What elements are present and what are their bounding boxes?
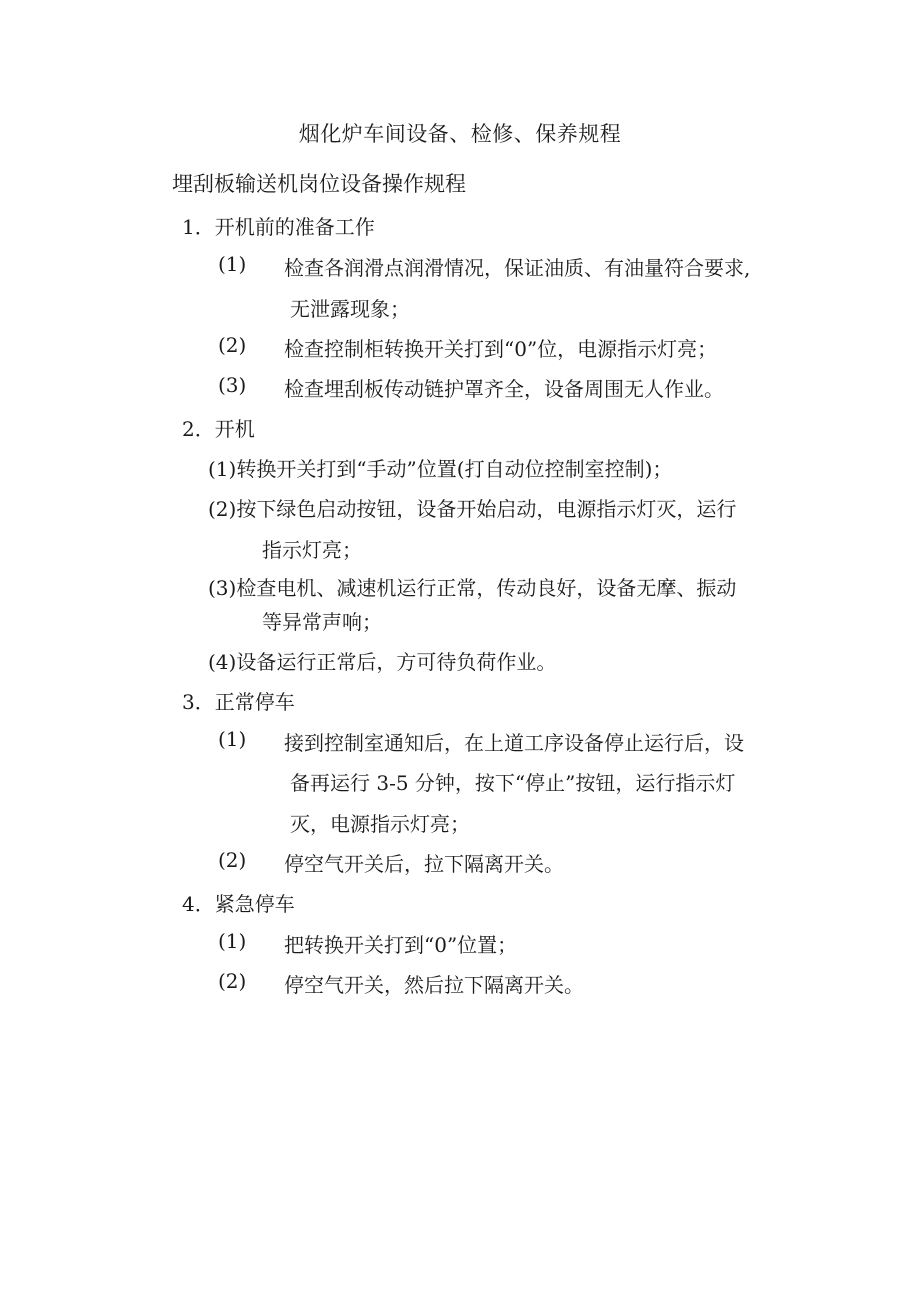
item-text: 接到控制室通知后，在上道工序设备停止运行后，设 [284, 731, 744, 755]
item-text: 停空气开关，然后拉下隔离开关。 [284, 973, 584, 997]
item-number: (1) [218, 727, 247, 751]
item-text-continued: 无泄露现象； [290, 297, 410, 321]
item-text: 检查埋刮板传动链护罩齐全，设备周围无人作业。 [284, 377, 724, 401]
document-title: 烟化炉车间设备、检修、保养规程 [298, 122, 622, 146]
section-heading-prep: 1．开机前的准备工作 [182, 215, 375, 239]
item-number: (2) [218, 848, 247, 872]
item-text: (2)按下绿色启动按钮，设备开始启动，电源指示灯灭，运行 [208, 497, 737, 521]
item-text-continued: 灭，电源指示灯亮； [290, 812, 470, 836]
item-number: (3) [218, 373, 247, 397]
section-heading-emergency-stop: 4．紧急停车 [182, 892, 295, 916]
item-text: (3)检查电机、减速机运行正常，传动良好，设备无摩、振动 [208, 576, 737, 600]
item-text: (1)转换开关打到“手动”位置(打自动位控制室控制)； [208, 457, 673, 481]
item-text: 停空气开关后，拉下隔离开关。 [284, 852, 564, 876]
item-text-continued: 备再运行 3-5 分钟，按下“停止”按钮，运行指示灯 [290, 771, 736, 795]
item-text-continued: 等异常声响； [262, 610, 382, 634]
item-text: 把转换开关打到“0”位置； [284, 933, 518, 957]
document-subtitle: 埋刮板输送机岗位设备操作规程 [172, 172, 466, 196]
item-text: 检查控制柜转换开关打到“0”位，电源指示灯亮； [284, 337, 718, 361]
item-text: (4)设备运行正常后，方可待负荷作业。 [208, 650, 557, 674]
item-text-continued: 指示灯亮； [262, 538, 362, 562]
item-number: (2) [218, 969, 247, 993]
item-number: (1) [218, 252, 247, 276]
section-heading-start: 2．开机 [182, 417, 255, 441]
item-text: 检查各润滑点润滑情况，保证油质、有油量符合要求, [284, 256, 751, 280]
section-heading-normal-stop: 3．正常停车 [182, 690, 295, 714]
item-number: (2) [218, 333, 247, 357]
item-number: (1) [218, 929, 247, 953]
